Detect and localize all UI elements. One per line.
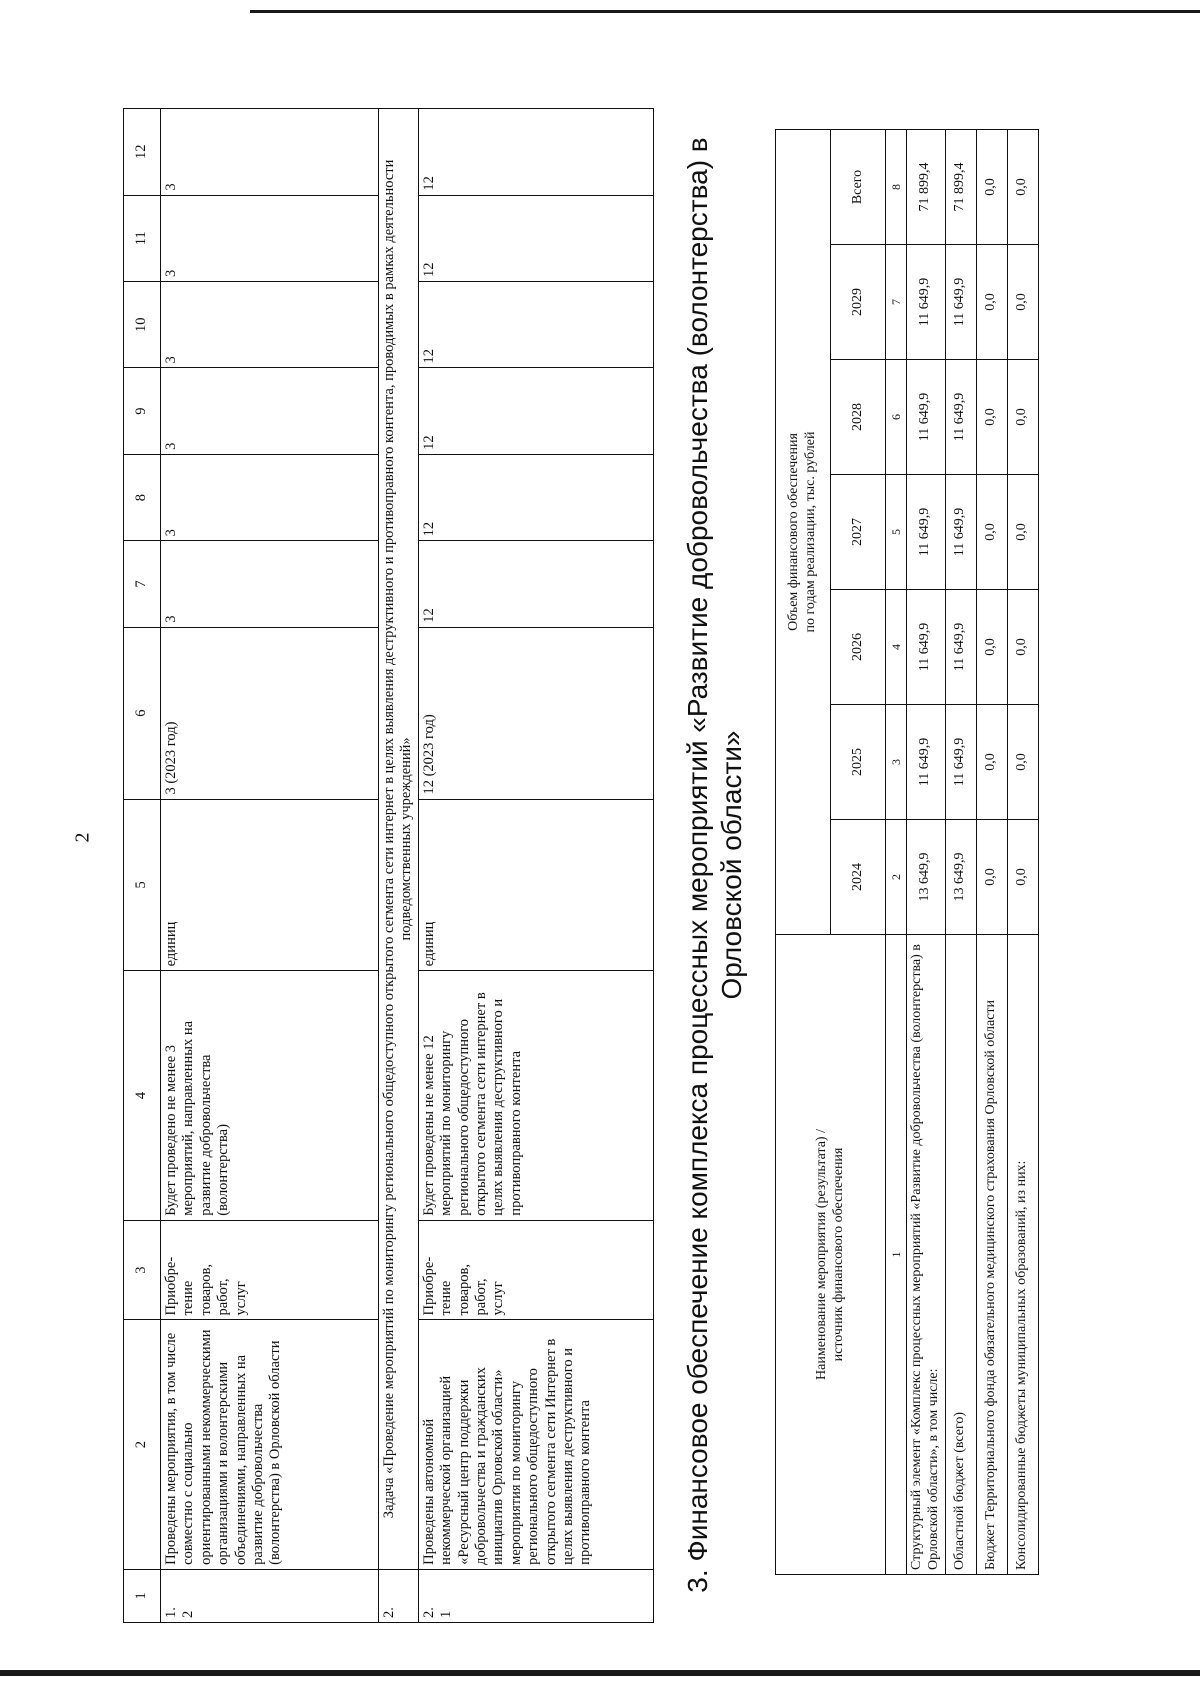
amount: 11 649,9 (945, 245, 976, 360)
table-row (161, 109, 379, 1623)
row-number: 1. 2 (161, 1569, 379, 1622)
amount: 0,0 (1007, 475, 1038, 590)
year-header: 2024 (831, 820, 886, 935)
result-name: Проведены автономной некоммерческой организацией «Ресурсный центр поддержки добровольчества и гражданских инициатив Орловской области» мероприятия по мониторингу регионального общедоступного открытого сегмента сети Интернет в целях выявления деструктивного и противоправного контента (418, 1320, 653, 1569)
amount-total: 0,0 (1007, 129, 1038, 244)
amount: 0,0 (1007, 820, 1038, 935)
amount: 0,0 (976, 475, 1007, 590)
amount: 0,0 (1007, 590, 1038, 705)
amount: 11 649,9 (945, 705, 976, 820)
source-name: Структурный элемент «Комплекс процессных мероприятий «Развитие добровольчества (волонтерства) в Орловской области», в том числе: (907, 935, 946, 1575)
col-header: 3 (124, 1220, 161, 1320)
result-type: Приобре- тение товаров, работ, услуг (161, 1220, 379, 1320)
col-index: 3 (886, 705, 907, 820)
amount: 13 649,9 (945, 820, 976, 935)
rotated-page-content (85, 35, 1165, 1655)
unit: единиц (161, 799, 379, 971)
table-row (907, 129, 946, 1574)
year-header: 2027 (831, 475, 886, 590)
col-header: 4 (124, 971, 161, 1220)
year-value: 12 (418, 454, 653, 540)
amount: 0,0 (976, 705, 1007, 820)
year-value: 12 (418, 368, 653, 454)
year-header: 2028 (831, 360, 886, 475)
col-header: 1 (124, 1569, 161, 1622)
col-header: 6 (124, 627, 161, 799)
result-characteristic: Будет проведены не менее 12 мероприятий по мониторингу регионального общедоступного открытого сегмента сети интернет в целях выявления деструктивного и противоправного контента (418, 971, 653, 1220)
year-value: 3 (161, 109, 379, 196)
amount: 11 649,9 (945, 590, 976, 705)
col-header: 12 (124, 109, 161, 196)
amount: 11 649,9 (945, 475, 976, 590)
year-value: 3 (161, 282, 379, 368)
col-index: 5 (886, 475, 907, 590)
base-value: 12 (2023 год) (418, 627, 653, 799)
year-value: 12 (418, 541, 653, 627)
scan-edge-bottom (0, 1670, 1200, 1676)
year-value: 12 (418, 195, 653, 281)
year-value: 12 (418, 109, 653, 196)
task-number: 2. (379, 1569, 419, 1622)
base-value: 3 (2023 год) (161, 627, 379, 799)
col-header: 10 (124, 282, 161, 368)
name-header: Наименование мероприятия (результата) / источник финансового обеспечения (776, 935, 886, 1575)
col-header: 9 (124, 368, 161, 454)
finance-header-row (776, 129, 831, 1574)
table-row (418, 109, 653, 1623)
task-text: Задача «Проведение мероприятий по мониторингу регионального общедоступного открытого сегмента сети интернет в целях выявления деструктивного и противоправного контента, проводимых в рамках деятельности подведомственных учреждений» (379, 109, 419, 1570)
amount: 11 649,9 (945, 360, 976, 475)
col-header: 11 (124, 195, 161, 281)
section-title: 3. Финансовое обеспечение комплекса процессных мероприятий «Развитие добровольчества (волонтерства) в Орловской области» (682, 137, 747, 1593)
table-row (945, 129, 976, 1574)
year-value: 3 (161, 195, 379, 281)
results-table-header (124, 109, 161, 1623)
year-header: 2026 (831, 590, 886, 705)
amount: 11 649,9 (907, 245, 946, 360)
amount: 0,0 (1007, 360, 1038, 475)
col-index: 2 (886, 820, 907, 935)
result-name: Проведены мероприятия, в том числе совместно с социально ориентированными некоммерческими организациями и волонтерскими объединениями, направленных на развитие добровольчества (волонтерства) в Орловской области (161, 1320, 379, 1569)
index-row (886, 129, 907, 1574)
scan-edge-top (250, 10, 1200, 13)
row-number: 2. 1 (418, 1569, 653, 1622)
amount: 0,0 (976, 590, 1007, 705)
volume-header: Объем финансового обеспечения по годам реализации, тыс. рублей (776, 129, 831, 934)
year-header: 2025 (831, 705, 886, 820)
amount: 0,0 (976, 820, 1007, 935)
results-table (123, 108, 654, 1623)
finance-table (775, 129, 1039, 1575)
col-index: 7 (886, 245, 907, 360)
year-value: 3 (161, 454, 379, 540)
amount: 13 649,9 (907, 820, 946, 935)
amount: 11 649,9 (907, 590, 946, 705)
amount: 0,0 (1007, 705, 1038, 820)
amount-total: 71 899,4 (945, 129, 976, 244)
amount: 11 649,9 (907, 475, 946, 590)
amount-total: 0,0 (976, 129, 1007, 244)
col-header: 8 (124, 454, 161, 540)
year-value: 3 (161, 541, 379, 627)
page-number: 2 (71, 832, 94, 843)
col-index: 1 (886, 935, 907, 1575)
total-header: Всего (831, 129, 886, 244)
source-name: Консолидированные бюджеты муниципальных образований, из них: (1007, 935, 1038, 1575)
amount-total: 71 899,4 (907, 129, 946, 244)
col-header: 7 (124, 541, 161, 627)
year-value: 12 (418, 282, 653, 368)
amount: 0,0 (1007, 245, 1038, 360)
col-header: 2 (124, 1320, 161, 1569)
col-index: 4 (886, 590, 907, 705)
amount: 0,0 (976, 360, 1007, 475)
amount: 11 649,9 (907, 360, 946, 475)
col-header: 5 (124, 799, 161, 971)
unit: единиц (418, 799, 653, 971)
result-type: Приобре- тение товаров, работ, услуг (418, 1220, 653, 1320)
table-row (976, 129, 1007, 1574)
amount: 11 649,9 (907, 705, 946, 820)
col-index: 8 (886, 129, 907, 244)
source-name: Областной бюджет (всего) (945, 935, 976, 1575)
year-header: 2029 (831, 245, 886, 360)
task-row (379, 109, 419, 1623)
source-name: Бюджет Территориального фонда обязательного медицинского страхования Орловской области (976, 935, 1007, 1575)
table-row (1007, 129, 1038, 1574)
amount: 0,0 (976, 245, 1007, 360)
result-characteristic: Будет проведено не менее 3 мероприятий, направленных на развитие добровольчества (волонтерства) (161, 971, 379, 1220)
col-index: 6 (886, 360, 907, 475)
year-value: 3 (161, 368, 379, 454)
